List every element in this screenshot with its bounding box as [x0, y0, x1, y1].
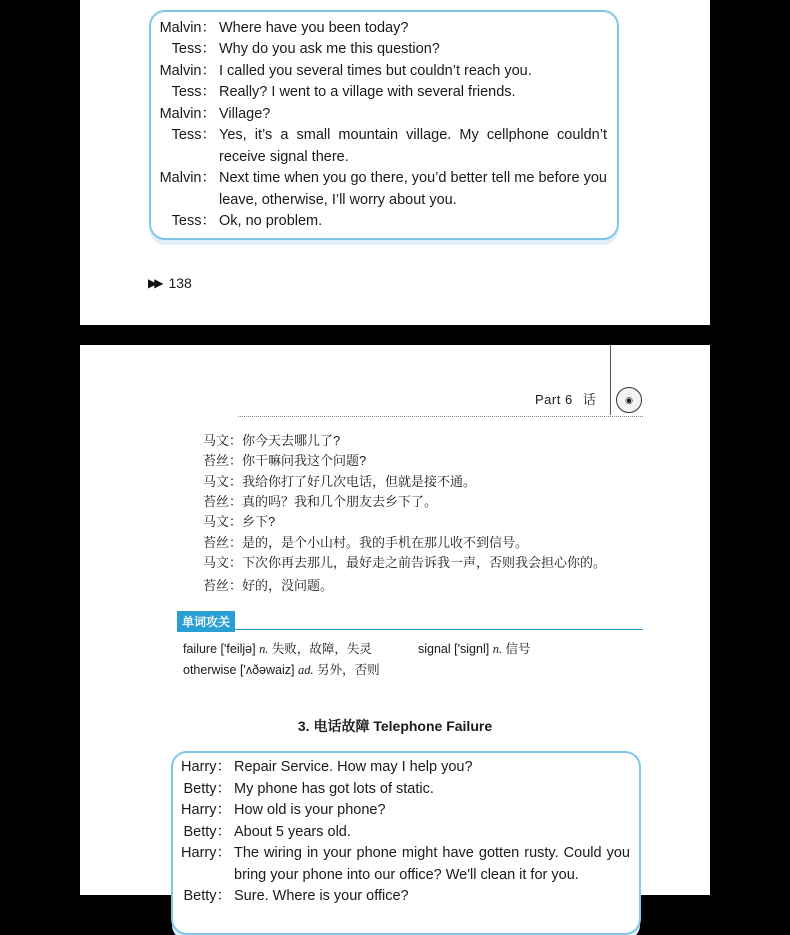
- speaker: Betty：: [183, 888, 231, 904]
- translation-line: 苔丝：是的，是个小山村。我的手机在那儿收不到信号。: [203, 535, 529, 550]
- vocab-pos: n.: [259, 642, 269, 656]
- translation-line: 苔丝：好的，没问题。: [203, 578, 334, 593]
- translation-line: 马文：你今天去哪儿了?: [203, 433, 341, 448]
- utterance-continued: leave, otherwise, I’ll worry about you.: [219, 192, 457, 208]
- vocab-entry: [183, 639, 372, 657]
- utterance: Village?: [219, 106, 271, 122]
- vocab-divider: [177, 629, 643, 630]
- page-number: [148, 275, 192, 291]
- utterance: Why do you ask me this question?: [219, 41, 440, 57]
- utterance-continued: bring your phone into our office? We'll clean it for you.: [234, 867, 579, 883]
- utterance: Next time when you go there, you’d better tell me before you: [219, 170, 607, 186]
- speaker: Tess：: [171, 41, 216, 57]
- utterance: How old is your phone?: [234, 802, 386, 818]
- speaker: Tess：: [171, 84, 216, 100]
- section-title: 3. 电话故障 Telephone Failure: [297, 718, 493, 734]
- chapter-label: 话: [582, 392, 597, 407]
- translation-line: 苔丝：你干嘛问我这个问题?: [203, 453, 367, 468]
- utterance: The wiring in your phone might have gotten rusty. Could you: [234, 845, 630, 861]
- speaker: Malvin：: [159, 170, 216, 186]
- speaker: Betty：: [183, 824, 231, 840]
- speaker: Harry：: [181, 845, 231, 861]
- dialogue-box: [171, 751, 641, 935]
- vocab-phonetic: ['ʌðəwaiz]: [239, 663, 295, 677]
- translation-line: 马文：我给你打了好几次电话，但就是接不通。: [203, 474, 477, 489]
- double-arrow-icon: ▶▶: [148, 276, 161, 290]
- utterance: Yes, it’s a small mountain village. My cellphone couldn’t: [219, 127, 607, 143]
- utterance: Ok, no problem.: [219, 213, 323, 229]
- vocab-section-title: 单词攻关: [177, 611, 235, 632]
- publisher-logo-icon: ◉: [616, 387, 642, 413]
- page-number-text: 138: [168, 275, 192, 291]
- vocab-phonetic: ['signl]: [454, 642, 490, 656]
- vocab-entry: [418, 639, 531, 657]
- utterance: Sure. Where is your office?: [234, 888, 409, 904]
- running-header: [535, 389, 596, 408]
- translation-line: 马文：乡下?: [203, 514, 276, 529]
- page-138: [80, 0, 710, 325]
- margin-rule: [610, 345, 611, 415]
- speaker: Malvin：: [159, 106, 216, 122]
- utterance: I called you several times but couldn’t reach you.: [219, 63, 532, 79]
- header-divider: [238, 416, 643, 417]
- vocab-phonetic: ['feiljə]: [220, 642, 256, 656]
- vocab-entry: [183, 660, 380, 678]
- vocab-word: signal: [418, 642, 451, 656]
- speaker: Harry：: [181, 802, 231, 818]
- utterance-continued: receive signal there.: [219, 149, 349, 165]
- vocab-meaning: 另外，否则: [317, 663, 380, 677]
- part-label: Part 6: [535, 392, 573, 407]
- speaker: Harry：: [181, 759, 231, 775]
- utterance: Really? I went to a village with several friends.: [219, 84, 516, 100]
- translation-line: 苔丝：真的吗？我和几个朋友去乡下了。: [203, 494, 438, 509]
- vocab-pos: ad.: [297, 663, 314, 677]
- utterance: About 5 years old.: [234, 824, 351, 840]
- dialogue-box: [149, 10, 619, 240]
- vocab-meaning: 失败，故障，失灵: [271, 642, 372, 656]
- utterance: My phone has got lots of static.: [234, 781, 434, 797]
- speaker: Tess：: [171, 213, 216, 229]
- vocab-meaning: 信号: [505, 642, 531, 656]
- vocab-word: otherwise: [183, 663, 237, 677]
- vocab-word: failure: [183, 642, 218, 656]
- utterance: Repair Service. How may I help you?: [234, 759, 473, 775]
- vocab-pos: n.: [492, 642, 503, 656]
- translation-line: 马文：下次你再去那儿，最好走之前告诉我一声，否则我会担心你的。: [203, 555, 607, 570]
- speaker: Malvin：: [159, 63, 216, 79]
- page-139: [80, 345, 710, 904]
- speaker: Malvin：: [159, 20, 216, 36]
- utterance: Where have you been today?: [219, 20, 409, 36]
- speaker: Betty：: [183, 781, 231, 797]
- speaker: Tess：: [171, 127, 216, 143]
